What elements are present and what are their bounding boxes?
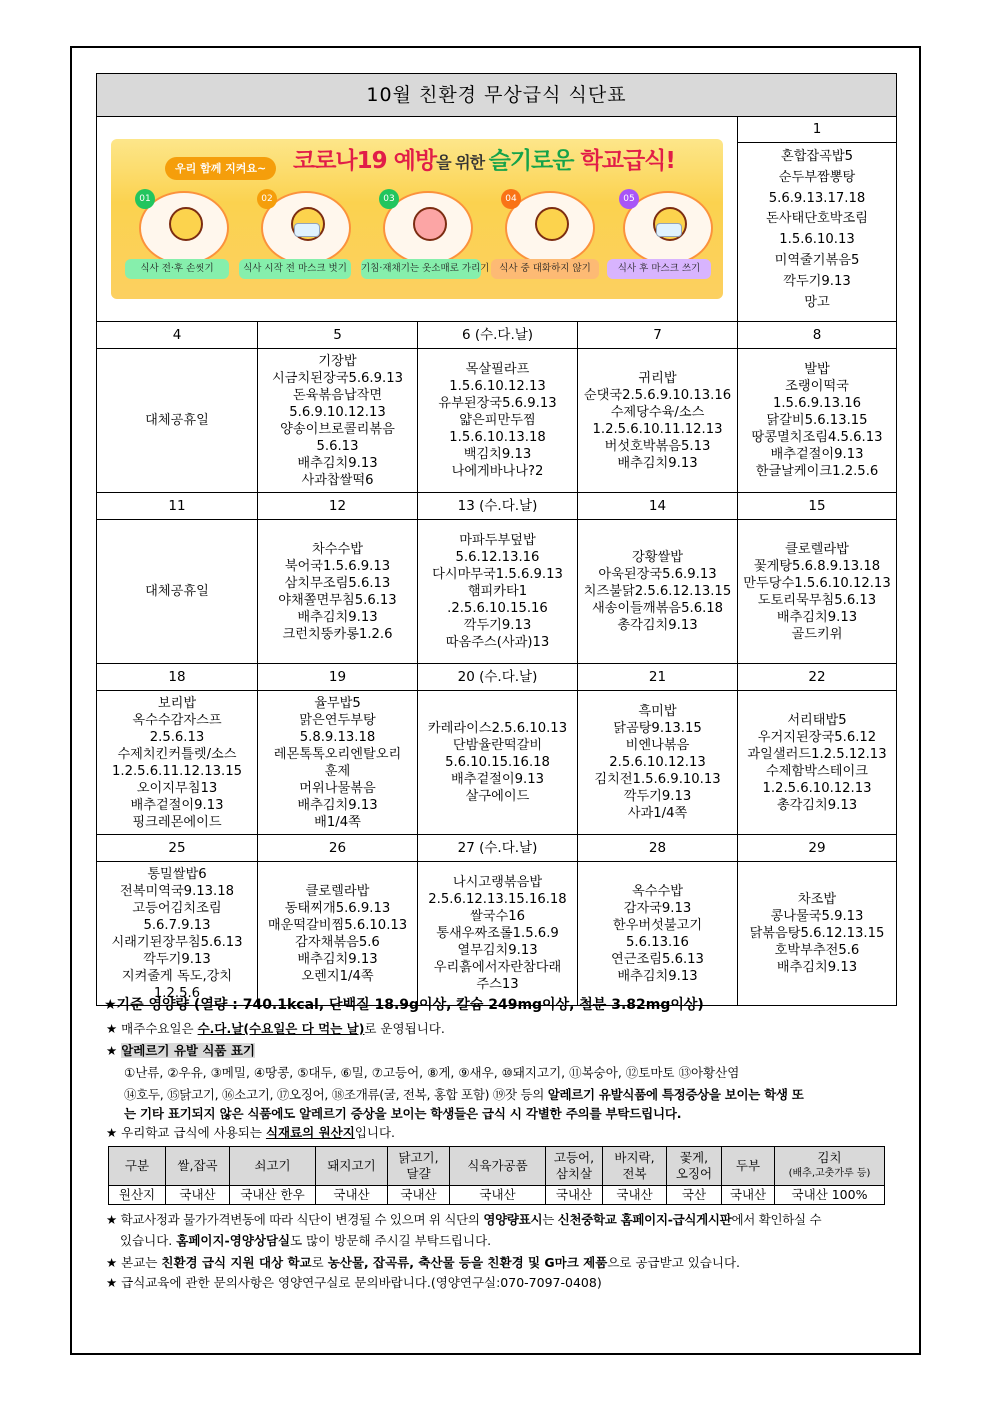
menu-item: 아욱된장국5.6.9.13 — [598, 567, 717, 582]
menu-item: 배1/4쪽 — [314, 814, 361, 830]
menu-item: 레몬톡톡오리엔탈오리 — [273, 746, 402, 762]
menu-item: 기장밥 — [318, 353, 357, 369]
menu-item: 김치전1.5.6.9.10.13 — [594, 772, 721, 787]
origin-value: 국내산 — [546, 1186, 603, 1205]
menu-item: 배추김치9.13 — [617, 455, 698, 471]
menu-item: 배추김치9.13 — [297, 455, 378, 471]
menu-item: 흑미밥 — [638, 704, 677, 719]
menu-item: 수제당수육/소스 — [610, 404, 705, 420]
menu-item: 1.2.5.6.10.12.13 — [762, 780, 872, 796]
menu-item: 사과찹쌀떡6 — [301, 472, 374, 488]
step-caption: 식사 후 마스크 쓰기 — [607, 259, 711, 279]
menu-item: 삼치무조림5.6.13 — [284, 575, 391, 591]
menu-item: 북어국1.5.6.9.13 — [284, 558, 391, 574]
menu-item: 2.5.6.10.12.13 — [609, 755, 706, 770]
menu-item: 율무밥5 — [314, 695, 361, 711]
allergy-title: ★ 알레르기 유발 식품 표기 — [106, 1043, 255, 1058]
menu-item: 다시마무국1.5.6.9.13 — [432, 567, 563, 582]
menu-item: 배추김치9.13 — [297, 609, 378, 625]
menu-cell — [258, 520, 418, 664]
menu-item: 강황쌀밥 — [632, 550, 683, 565]
origin-value: 국내산 — [316, 1186, 388, 1205]
menu-item: 비엔나볶음 — [625, 738, 690, 753]
date-cell: 1 — [738, 117, 897, 143]
menu-item: 단밤율란떡갈비 — [452, 738, 543, 753]
origin-value: 국내산 한우 — [230, 1186, 316, 1205]
menu-cell — [738, 862, 897, 1006]
menu-item: 총각김치9.13 — [617, 618, 698, 633]
allergy-warning: 는 기타 표기되지 않은 식품에도 알레르기 증상을 보이는 학생들은 급식 시 각별한 주의를 부탁드립니다. — [124, 1106, 682, 1121]
menu-item: 얇은피만두찜 — [459, 413, 536, 428]
origin-header: 쇠고기 — [230, 1147, 316, 1186]
page-title: 10월 친환경 무상급식 식단표 — [97, 74, 897, 117]
origin-value: 국내산 — [722, 1186, 775, 1205]
covid-banner-cell — [97, 117, 738, 322]
origin-header: 바지락, 전복 — [603, 1147, 667, 1186]
date-cell: 6 (수.다.날) — [418, 322, 578, 349]
menu-item: 훈제 — [324, 763, 351, 779]
menu-item: 땅콩멸치조림4.5.6.13 — [751, 430, 883, 445]
date-cell: 25 — [97, 835, 258, 862]
menu-item: 시래기된장무침5.6.13 — [111, 934, 243, 950]
origin-value: 국내산 100% — [775, 1186, 885, 1205]
step-mask-on-icon: 05 — [623, 191, 713, 265]
menu-item: 통밀쌀밥6 — [147, 866, 207, 882]
menu-row — [97, 862, 897, 1006]
menu-item: 한우버섯불고기 — [612, 917, 703, 933]
menu-item: 쌀국수16 — [470, 909, 525, 924]
menu-item: 연근조림5.6.13 — [611, 951, 704, 967]
menu-item: 크런치뚱카롱1.2.6 — [282, 626, 393, 642]
menu-item: 차수수밥 — [312, 541, 363, 557]
menu-item: 클로렐라밥 — [785, 541, 849, 557]
menu-item: 5.6.9.10.12.13 — [289, 404, 386, 420]
date-cell: 15 — [738, 493, 897, 520]
change-note: ★ 학교사정과 물가가격변동에 따라 식단이 변경될 수 있으며 위 식단의 영양량표시는 신천중학교 홈페이지-급식게시판에서 확인하실 수 — [106, 1212, 822, 1227]
menu-item: 5.8.9.13.18 — [299, 729, 376, 745]
menu-item: 순댓국2.5.6.9.10.13.16 — [583, 387, 732, 403]
menu-item: 닭갈비5.6.13.15 — [766, 413, 868, 428]
menu-item: 5.6.7.9.13 — [143, 917, 211, 933]
menu-item: 나에게바나나?2 — [451, 464, 544, 479]
menu-cell — [418, 349, 578, 493]
date-cell: 29 — [738, 835, 897, 862]
step-handwash-icon: 01 — [139, 191, 229, 265]
menu-cell — [97, 691, 258, 835]
menu-item: 5.6.12.13.16 — [455, 550, 540, 565]
menu-row — [97, 349, 897, 493]
menu-item: 보리밥 — [157, 695, 197, 711]
menu-item: 감자채볶음5.6 — [295, 934, 380, 950]
menu-item: 돈육볶음납작면 — [292, 387, 383, 403]
menu-item: 배추겉절이9.13 — [130, 797, 224, 813]
menu-item: 오렌지1/4쪽 — [301, 968, 374, 984]
menu-item: 나시고랭볶음밥 — [452, 875, 543, 890]
menu-item: 대체공휴일 — [145, 584, 209, 599]
menu-item: 우거지된장국5.6.12 — [757, 729, 877, 745]
date-cell: 26 — [258, 835, 418, 862]
menu-item: 야채쫄면무침5.6.13 — [278, 592, 397, 608]
menu-item: 5.6.10.15.16.18 — [445, 755, 550, 770]
menu-row — [97, 691, 897, 835]
date-row — [97, 322, 897, 349]
wednesday-note: ★ 매주수요일은 수.다.날(수요일은 다 먹는 날)로 운영됩니다. — [106, 1021, 445, 1036]
date-cell: 13 (수.다.날) — [418, 493, 578, 520]
menu-item: 수제치킨커틀렛/소스 — [117, 746, 237, 762]
origin-header: 닭고기, 달걀 — [388, 1147, 450, 1186]
date-cell: 28 — [578, 835, 738, 862]
menu-item: 1.5.6.10.12.13 — [449, 379, 546, 394]
date-cell: 7 — [578, 322, 738, 349]
nutrition-standard: ★기준 영양량 (열량 : 740.1kcal, 단백질 18.9g이상, 칼슘 249mg이상, 철분 3.82mg이상) — [104, 997, 704, 1013]
menu-cell — [97, 520, 258, 664]
menu-item: 지켜줄게 독도,강치 — [121, 968, 233, 984]
eco-note: ★ 본교는 친환경 급식 지원 대상 학교로 농산물, 잡곡류, 축산물 등을 친환경 및 G마크 제품으로 공급받고 있습니다. — [106, 1255, 741, 1270]
date-cell: 27 (수.다.날) — [418, 835, 578, 862]
menu-item: 닭볶음탕5.6.12.13.15 — [749, 926, 885, 941]
menu-item: 주스13 — [476, 977, 519, 992]
menu-item: 배추김치9.13 — [776, 960, 858, 975]
menu-cell — [258, 349, 418, 493]
menu-cell — [738, 520, 897, 664]
menu-item: 고등어김치조림 — [132, 900, 222, 916]
menu-item: 우리흙에서자란참다래 — [433, 960, 562, 975]
date-cell: 12 — [258, 493, 418, 520]
menu-item: 새송이들깨볶음5.6.18 — [591, 601, 724, 616]
origin-header-row — [109, 1147, 885, 1186]
menu-item: 호박부추전5.6 — [774, 943, 860, 958]
menu-item: 2.5.6.12.13.15.16.18 — [428, 892, 567, 907]
menu-item: 5.6.13 — [316, 438, 359, 454]
menu-item: 머위나물볶음 — [299, 780, 376, 796]
menu-item: 배추겉절이9.13 — [450, 772, 545, 787]
menu-item: 백김치9.13 — [463, 447, 532, 462]
menu-item: 차조밥 — [797, 892, 837, 907]
step-mask-off-icon: 02 — [261, 191, 351, 265]
menu-item: 1.5.6.9.13.16 — [772, 396, 862, 411]
menu-item: 콩나물국5.9.13 — [770, 909, 864, 924]
origin-value: 국내산 — [603, 1186, 667, 1205]
date-cell: 18 — [97, 664, 258, 691]
menu-item: 매운떡갈비찜5.6.10.13 — [267, 917, 408, 933]
menu-item: 버섯호박볶음5.13 — [604, 438, 711, 454]
menu-item: 서리태밥5 — [787, 712, 847, 728]
origin-note: ★ 우리학교 급식에 사용되는 식재료의 원산지입니다. — [106, 1125, 396, 1140]
menu-item: 배추김치9.13 — [297, 797, 378, 813]
step-caption: 식사 전·후 손씻기 — [125, 259, 229, 279]
origin-table — [108, 1146, 885, 1205]
menu-item: 마파두부덮밥 — [459, 533, 536, 548]
menu-item: 옥수수밥 — [632, 883, 683, 899]
banner-headline: 코로나19 예방을 위한 슬기로운 학교급식! — [293, 148, 675, 174]
menu-cell-day1: 혼합잡곡밥5 순두부짬뽕탕 5.6.9.13.17.18 돈사태단호박조림 1.5.6.10.13 미역줄기볶음5 깍두기9.13 망고 — [738, 143, 897, 322]
menu-cell — [258, 691, 418, 835]
banner-pill: 우리 함께 지켜요~ — [165, 157, 276, 180]
menu-item: 과일샐러드1.2.5.12.13 — [747, 746, 887, 762]
menu-item: 대체공휴일 — [145, 413, 209, 428]
menu-item: 1.2.5.6 — [153, 985, 201, 1001]
menu-cell — [578, 691, 738, 835]
menu-item: 감자국9.13 — [623, 900, 692, 916]
menu-item: 살구에이드 — [465, 789, 530, 804]
origin-header: 고등어, 삼치살 — [546, 1147, 603, 1186]
origin-value: 국내산 — [450, 1186, 546, 1205]
menu-item: 통새우짜조롤1.5.6.9 — [436, 926, 559, 941]
menu-item: 깍두기9.13 — [463, 618, 532, 633]
menu-item: 깍두기9.13 — [623, 789, 692, 804]
menu-item: 시금치된장국5.6.9.13 — [272, 370, 403, 386]
allergy-list-2: ⑭호두, ⑮닭고기, ⑯소고기, ⑰오징어, ⑱조개류(굴, 전복, 홍합 포함) ⑲잣 등의 알레르기 유발식품에 특정증상을 보이는 학생 또 — [124, 1087, 804, 1102]
origin-value: 국내산 — [166, 1186, 230, 1205]
menu-item: 1.2.5.6.11.12.13.15 — [111, 763, 243, 779]
menu-item: 2.5.6.13 — [149, 729, 205, 745]
origin-value-row — [109, 1186, 885, 1205]
menu-item: 목살필라프 — [465, 362, 530, 377]
menu-item: 유부된장국5.6.9.13 — [438, 396, 557, 411]
origin-header: 김치 (배추,고춧가루 등) — [775, 1147, 885, 1186]
menu-item: 수제함박스테이크 — [766, 763, 868, 779]
step-caption: 식사 중 대화하지 않기 — [491, 259, 599, 279]
date-cell: 8 — [738, 322, 897, 349]
origin-value: 국내산 — [388, 1186, 450, 1205]
menu-cell — [578, 349, 738, 493]
menu-item: 클로렐라밥 — [305, 883, 370, 899]
step-no-talk-icon: 04 — [505, 191, 595, 265]
step-cough-icon: 03 — [383, 191, 473, 265]
menu-item: 치즈불닭2.5.6.12.13.15 — [583, 584, 732, 599]
step-caption: 기침·재채기는 옷소매로 가리기 — [361, 259, 481, 279]
menu-cell — [738, 691, 897, 835]
menu-cell — [97, 349, 258, 493]
menu-item: 카레라이스2.5.6.10.13 — [427, 721, 568, 736]
date-cell: 14 — [578, 493, 738, 520]
menu-row — [97, 520, 897, 664]
menu-cell — [578, 862, 738, 1006]
menu-item: 골드키위 — [791, 626, 843, 642]
menu-item: 배추겉절이9.13 — [770, 447, 864, 462]
date-row — [97, 493, 897, 520]
menu-item: 열무김치9.13 — [457, 943, 538, 958]
menu-item: 전복미역국9.13.18 — [119, 883, 235, 899]
menu-cell — [418, 691, 578, 835]
menu-cell — [578, 520, 738, 664]
menu-item: 1.2.5.6.10.11.12.13 — [592, 421, 723, 437]
date-cell: 4 — [97, 322, 258, 349]
origin-header: 두부 — [722, 1147, 775, 1186]
menu-item: 햄피카타1 — [467, 584, 528, 599]
origin-value: 국산 — [667, 1186, 722, 1205]
menu-item: 만두당수1.5.6.10.12.13 — [743, 575, 891, 591]
menu-item: 조랭이떡국 — [785, 379, 849, 394]
menu-cell — [258, 862, 418, 1006]
contact-note: ★ 급식교육에 관한 문의사항은 영양연구실로 문의바랍니다.(영양연구실:070-7097-0408) — [106, 1275, 602, 1290]
date-cell: 11 — [97, 493, 258, 520]
menu-item: 배추김치9.13 — [617, 968, 698, 984]
date-cell: 22 — [738, 664, 897, 691]
menu-item: 동태찌개5.6.9.13 — [284, 900, 391, 916]
menu-item: 1.5.6.10.13.18 — [449, 430, 546, 445]
date-cell: 21 — [578, 664, 738, 691]
menu-item: 따옴주스(사과)13 — [445, 635, 550, 650]
covid-banner — [111, 139, 723, 299]
menu-item: 꽃게탕5.6.8.9.13.18 — [753, 558, 881, 574]
menu-item: 옥수수감자스프 — [132, 712, 222, 728]
change-note-2: 있습니다. 홈페이지-영양상담실도 많이 방문해 주시길 부탁드립니다. — [120, 1233, 492, 1248]
menu-item: 양송이브로콜리볶음 — [280, 421, 395, 437]
menu-item: 맑은연두부탕 — [299, 712, 376, 728]
menu-item: 도토리묵무침5.6.13 — [757, 592, 877, 608]
menu-item: .2.5.6.10.15.16 — [447, 601, 548, 616]
menu-item: 사과1/4쪽 — [627, 806, 688, 821]
step-caption: 식사 시작 전 마스크 벗기 — [239, 259, 351, 279]
menu-item: 배추김치9.13 — [297, 951, 378, 967]
menu-item: 깍두기9.13 — [143, 951, 211, 967]
allergy-list-1: ①난류, ②우유, ③메밀, ④땅콩, ⑤대두, ⑥밀, ⑦고등어, ⑧게, ⑨새우, ⑩돼지고기, ⑪복숭아, ⑫토마토 ⑬아황산염 — [124, 1065, 740, 1080]
origin-header: 돼지고기 — [316, 1147, 388, 1186]
date-cell: 20 (수.다.날) — [418, 664, 578, 691]
menu-cell — [418, 862, 578, 1006]
date-cell: 19 — [258, 664, 418, 691]
origin-header: 쌀,잡곡 — [166, 1147, 230, 1186]
menu-item: 귀리밥 — [638, 370, 677, 386]
origin-header: 식육가공품 — [450, 1147, 546, 1186]
menu-item: 핑크레몬에이드 — [132, 814, 222, 830]
menu-item: 닭곰탕9.13.15 — [613, 721, 702, 736]
menu-cell — [97, 862, 258, 1006]
menu-calendar — [96, 73, 897, 1006]
menu-cell — [418, 520, 578, 664]
date-cell: 5 — [258, 322, 418, 349]
origin-value: 원산지 — [109, 1186, 166, 1205]
menu-item: 5.6.13.16 — [626, 934, 689, 950]
date-row — [97, 835, 897, 862]
menu-item: 발밥 — [804, 362, 830, 377]
date-row — [97, 664, 897, 691]
menu-item: 배추김치9.13 — [776, 609, 858, 625]
menu-cell — [738, 349, 897, 493]
origin-header: 꽃게, 오징어 — [667, 1147, 722, 1186]
menu-item: 오이지무침13 — [136, 780, 218, 796]
menu-item: 총각김치9.13 — [776, 797, 858, 813]
origin-header: 구분 — [109, 1147, 166, 1186]
menu-item: 한글날케이크1.2.5.6 — [755, 464, 879, 479]
